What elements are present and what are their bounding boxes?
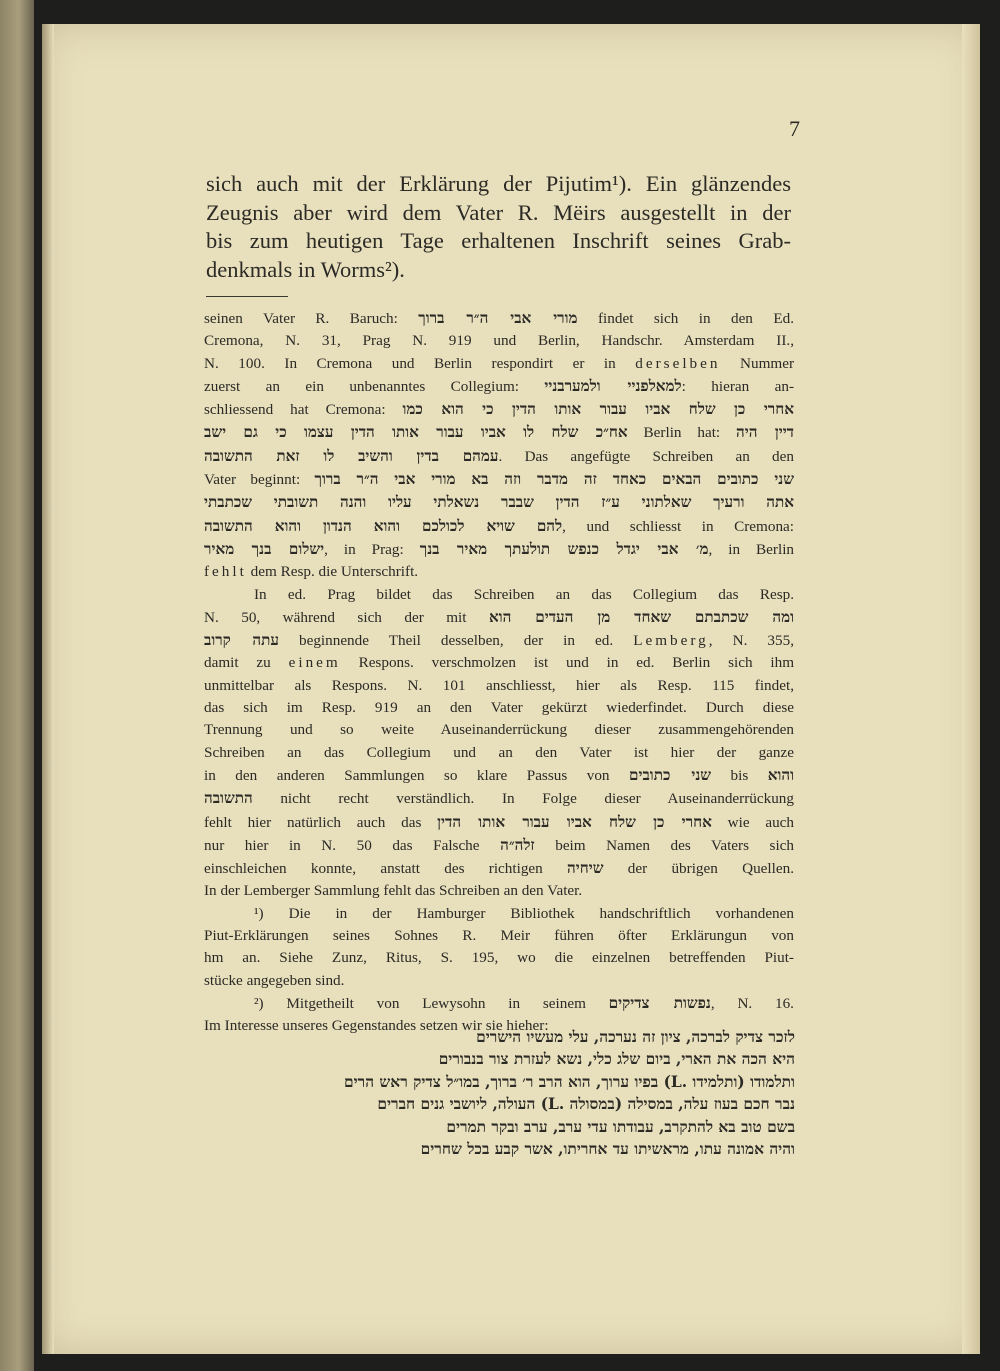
note-line: unmittelbar als Respons. N. 101 anschliesst, hier als Resp. 115 findet, <box>204 676 794 694</box>
note-line: להם שויא לכולכם והוא הנדון והוא התשובה, und schliesst in Cremona: <box>204 516 794 535</box>
note-line: In der Lemberger Sammlung fehlt das Schreiben an den Vater. <box>204 882 583 900</box>
hebrew-inscription <box>290 1026 795 1160</box>
left-page-edge <box>0 0 34 1371</box>
footnotes <box>204 307 794 1038</box>
note-line: nur hier in N. 50 das Falsche זלה״ה beim Namen des Vaters sich <box>204 835 794 854</box>
footnote-1-line: hm an. Siehe Zunz, Ritus, S. 195, wo die einzelnen betreffenden Piut- <box>204 949 794 967</box>
note-line: in den anderen Sammlungen so klare Passus von שני כתובים bis והוא <box>204 765 794 784</box>
note-line: עתה קרוב beginnende Theil desselben, der in ed. Lemberg, N. 355, <box>204 631 794 650</box>
note-line: N. 50, während sich der mit ומה שכתבתם שאחד מן העדים הוא <box>204 607 794 626</box>
footnote-1-line: Piut-Erklärungen seines Sohnes R. Meir führen öfter Erklärungun von <box>204 927 794 945</box>
note-line: schliessend hat Cremona: אחרי כן שלח אביו עבור אותו הדין כי הוא כמו <box>204 400 794 419</box>
inscription-line: לזכר צדיק לברכה, ציון זה נערכה, עלי מעשיו הישרים <box>476 1028 795 1046</box>
note-line: damit zu einem Respons. verschmolzen ist und in ed. Berlin sich ihm <box>204 654 794 672</box>
note-line: N. 100. In Cremona und Berlin respondirt er in derselben Nummer <box>204 354 794 372</box>
note-line: seinen Vater R. Baruch: מורי אבי ה״ר ברוך findet sich in den Ed. <box>204 309 794 327</box>
note-line: אתה ורעיך שאלתוני ע״ז הדין שבבר נשאלתי עליו והנה תשובתי שכתבתי <box>204 493 794 512</box>
note-line: Schreiben an das Collegium und an den Vater ist hier der ganze <box>204 743 794 761</box>
note-line: עמהם בדין והשיב לו זאת התשובה. Das angefügte Schreiben an den <box>204 446 794 465</box>
inscription-line: ותלמודו (ותלמידו .L) בפיו ערוך, הוא הרב ר׳ ברוך, במו״ל צדיק ראש הרים <box>344 1072 795 1091</box>
note-line: fehlt dem Resp. die Unterschrift. <box>204 563 419 581</box>
footnote-1-line: ¹) Die in der Hamburger Bibliothek handschriftlich vorhandenen <box>254 904 794 922</box>
inscription-line: בשם טוב בא להתקרב, עבודתו עדי ערב, ערב ובקר תמרים <box>446 1117 795 1136</box>
inscription-line: היא הכה את הארי, ביום שלג כלי, נשא לעזרת צור בנבורים <box>438 1050 795 1069</box>
main-paragraph <box>206 170 791 284</box>
page-fore-edge <box>962 24 980 1354</box>
note-line: ישלום בנך מאיר, in Prag: מ׳ אבי יגדל כנפש תולעתך מאיר בנך, in Berlin <box>204 539 794 558</box>
footnote-1-line: stücke angegeben sind. <box>204 971 345 989</box>
inscription-line: נבר חכם בעוז עלה, במסילה (במסולה .L) העולה, ליושבי גנים חברים <box>377 1095 795 1114</box>
main-line: bis zum heutigen Tage erhaltenen Inschrift seines Grab- <box>206 228 791 253</box>
note-line: zuerst an ein unbenanntes Collegium: למאלפניי ולמערבניי: hieran an- <box>204 376 794 395</box>
footnote-2-line: ²) Mitgetheilt von Lewysohn in seinem נפשות צדיקים, N. 16. <box>254 993 794 1012</box>
note-line: Cremona, N. 31, Prag N. 919 und Berlin, Handschr. Amsterdam II., <box>204 332 794 350</box>
note-line: Trennung und so weite Auseinanderrückung dieser zusammengehörenden <box>204 721 794 739</box>
inscription-line: והיה אמונה עתו, מראשיתו עד אחריתו, אשר קבע בכל שחרים <box>420 1140 795 1159</box>
main-line: sich auch mit der Erklärung der Pijutim¹). Ein glänzendes <box>206 171 791 196</box>
main-line: denkmals in Worms²). <box>206 256 405 282</box>
note-line: das sich im Resp. 919 an den Vater gekürzt wiederfindet. Durch diese <box>204 699 794 717</box>
note-line: In ed. Prag bildet das Schreiben an das Collegium das Resp. <box>254 585 794 603</box>
note-line: fehlt hier natürlich auch das אחרי כן שלח אביו עבור אותו הדין wie auch <box>204 812 794 831</box>
note-line: Vater beginnt: שני כתובים הבאים כאחד זה מדבר וזה בא מורי אבי ה״ר ברוך <box>204 470 794 489</box>
note-line: אח״כ שלח לו אביו עבור אותו הדין עצמו כי גם ישב Berlin hat: דיין היה <box>204 423 794 442</box>
note-line: einschleichen konnte, anstatt des richtigen שיחיה der übrigen Quellen. <box>204 859 794 878</box>
main-line: Zeugnis aber wird dem Vater R. Mëirs ausgestellt in der <box>206 199 791 225</box>
page-number: 7 <box>789 116 800 141</box>
page-gutter <box>42 24 54 1354</box>
footnote-2-line: Im Interesse unseres Gegenstandes setzen wir sie hieher: <box>204 1017 549 1035</box>
footnote-rule <box>206 296 288 297</box>
note-line: התשובה nicht recht verständlich. In Folge dieser Auseinanderrückung <box>204 789 794 808</box>
